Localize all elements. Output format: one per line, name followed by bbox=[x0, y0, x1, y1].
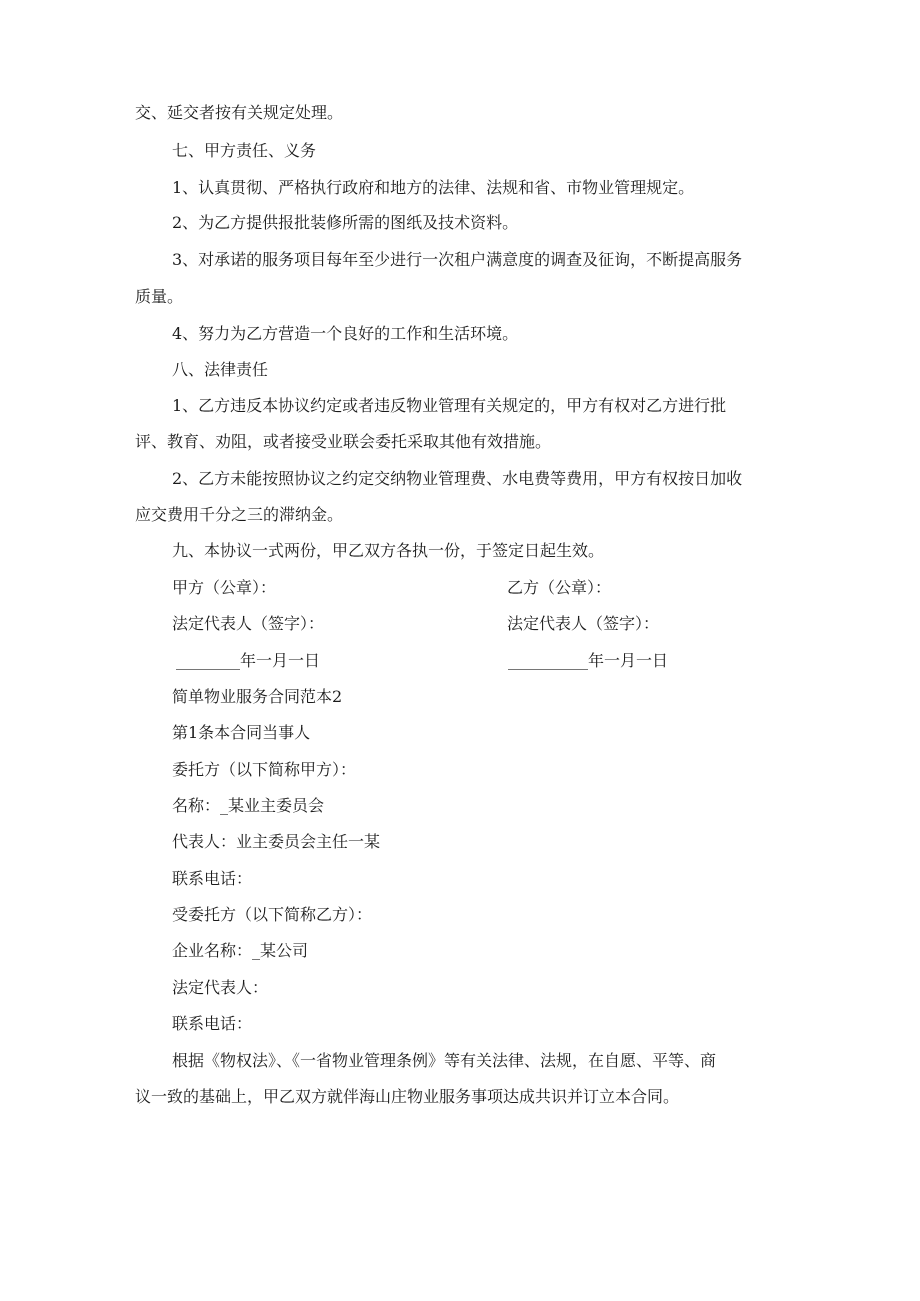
client-party-label: 委托方（以下简称甲方）： bbox=[172, 760, 357, 779]
party-b-seal-label: 乙方（公章）： bbox=[507, 578, 612, 597]
clause-8-2-continued: 应交费用千分之三的滞纳金。 bbox=[135, 505, 344, 524]
clause-8-2: 2、乙方未能按照协议之约定交纳物业管理费、水电费等费用，甲方有权按日加收 bbox=[172, 469, 743, 488]
client-phone: 联系电话： bbox=[172, 869, 253, 888]
clause-7-4: 4、努力为乙方营造一个良好的工作和生活环境。 bbox=[172, 324, 519, 343]
party-a-date-line: ________年一月一日 bbox=[176, 651, 321, 670]
clause-7-3: 3、对承诺的服务项目每年至少进行一次租户满意度的调查及征询，不断提高服务 bbox=[172, 250, 743, 269]
contractor-phone: 联系电话： bbox=[172, 1014, 253, 1033]
party-b-representative-label: 法定代表人（签字）： bbox=[507, 614, 660, 633]
contractor-legal-representative: 法定代表人： bbox=[172, 978, 269, 997]
party-a-representative-label: 法定代表人（签字）： bbox=[172, 614, 325, 633]
clause-7-1: 1、认真贯彻、严格执行政府和地方的法律、法规和省、市物业管理规定。 bbox=[172, 178, 695, 197]
client-representative: 代表人：业主委员会主任一某 bbox=[172, 832, 381, 851]
paragraph-line: 交、延交者按有关规定处理。 bbox=[135, 103, 344, 122]
section-heading-7: 七、甲方责任、义务 bbox=[172, 141, 317, 160]
client-name: 名称：_某业主委员会 bbox=[172, 796, 325, 815]
section-heading-8: 八、法律责任 bbox=[172, 360, 269, 379]
contractor-party-label: 受委托方（以下简称乙方）： bbox=[172, 905, 373, 924]
clause-7-2: 2、为乙方提供报批装修所需的图纸及技术资料。 bbox=[172, 213, 519, 232]
party-b-date-line: __________年一月一日 bbox=[508, 651, 669, 670]
clause-8-1: 1、乙方违反本协议约定或者违反物业管理有关规定的，甲方有权对乙方进行批 bbox=[172, 396, 727, 415]
preamble-paragraph: 根据《物权法》、《一省物业管理条例》等有关法律、法规，在自愿、平等、商 bbox=[172, 1051, 717, 1070]
section-heading-9: 九、本协议一式两份，甲乙双方各执一份，于签定日起生效。 bbox=[172, 541, 605, 560]
contractor-company-name: 企业名称：_某公司 bbox=[172, 941, 309, 960]
party-a-seal-label: 甲方（公章）： bbox=[172, 578, 277, 597]
article-1-heading: 第1条本合同当事人 bbox=[172, 723, 311, 742]
document-title-2: 简单物业服务合同范本2 bbox=[172, 687, 343, 706]
clause-8-1-continued: 评、教育、劝阻，或者接受业联会委托采取其他有效措施。 bbox=[135, 432, 552, 451]
preamble-paragraph-continued: 议一致的基础上，甲乙双方就伴海山庄物业服务事项达成共识并订立本合同。 bbox=[135, 1087, 680, 1106]
clause-7-3-continued: 质量。 bbox=[135, 287, 184, 306]
